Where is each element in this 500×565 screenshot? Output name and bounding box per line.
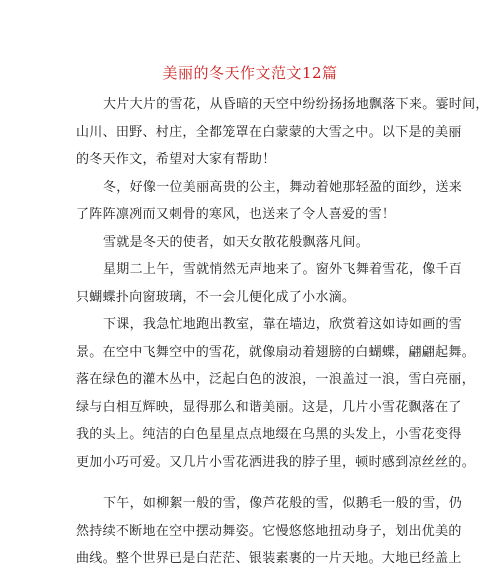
text-line: 的冬天作文，希望对大家有帮助！ (76, 152, 276, 167)
paragraph-after-class (76, 311, 476, 476)
paragraph-afternoon (76, 490, 463, 565)
text-line: 下课，我急忙地跑出教室，靠在墙边，欣赏着这如诗如画的雪 (103, 317, 463, 332)
paragraph-snow-messenger (76, 229, 432, 257)
document-body (76, 91, 489, 565)
text-line: 更加小巧可爱。又几片小雪花洒进我的脖子里，顿时感到凉丝丝的。 (76, 454, 476, 470)
text-line: 下午，如柳絮一般的雪，像芦花般的雪，似鹅毛一般的雪，仍 (103, 496, 463, 511)
text-line: 只蝴蝶扑向窗玻璃，不一会儿便化成了小水滴。 (76, 289, 356, 305)
text-line: 大片大片的雪花，从昏暗的天空中纷纷扬扬地飘落下来。霎时间， (103, 97, 489, 112)
text-line: 雪就是冬天的使者，如天女散花般飘落凡间。 (103, 234, 370, 250)
text-line: 山川、田野、村庄，全都笼罩在白蒙蒙的大雪之中。以下是的美丽 (76, 124, 462, 140)
paragraph-tuesday-morning (76, 256, 463, 311)
text-line: 景。在空中飞舞空中的雪花，就像扇动着翅膀的白蝴蝶，翩翩起舞。 (76, 344, 476, 360)
text-line: 落在绿色的灌木丛中，泛起白色的波浪，一浪盖过一浪，雪白亮丽， (76, 372, 476, 387)
text-line: 我的头上。纯洁的白色星星点点地缀在乌黑的头发上，小雪花变得 (76, 427, 462, 442)
text-line: 冬，好像一位美丽高贵的公主，舞动着她那轻盈的面纱，送来 (103, 179, 463, 195)
document-title: 美丽的冬天作文范文12篇 (162, 64, 338, 82)
text-line: 曲线。整个世界已是白茫茫、银装素裹的一片天地。大地已经盖上 (76, 551, 462, 565)
text-line: 绿与白相互辉映，显得那么和谐美丽。这是，几片小雪花飘落在了 (76, 399, 462, 415)
paragraph-gap (76, 476, 432, 490)
paragraph-winter-princess (76, 174, 463, 229)
text-line: 了阵阵凛冽而又刺骨的寒风，也送来了令人喜爱的雪！ (76, 207, 396, 222)
text-line: 星期二上午，雪就悄然无声地来了。窗外飞舞着雪花，像千百 (103, 262, 463, 277)
paragraph-intro (76, 91, 489, 174)
text-line: 然持续不断地在空中摆动舞姿。它慢悠悠地扭动身子，划出优美的 (76, 523, 462, 539)
